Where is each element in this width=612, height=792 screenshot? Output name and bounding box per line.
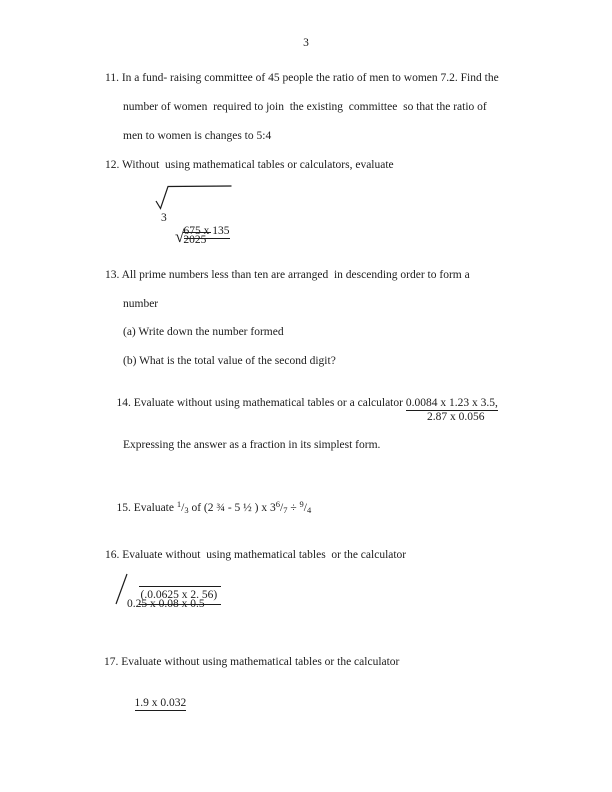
q12-numerator: 675 x 135	[183, 225, 230, 237]
q14-numerator: 0.0084 x 1.23 x 3.5,	[405, 397, 498, 409]
q16-numerator: (.0.0625 x 2. 56)	[139, 586, 222, 605]
q15-divide-sign: ÷	[287, 502, 300, 514]
page-number: 3	[303, 37, 309, 49]
q15-frac3-num: 9	[299, 499, 304, 509]
q15-frac1-num: 1	[176, 499, 182, 509]
q15-frac1-den: 3	[184, 504, 189, 515]
q14-note: Expressing the answer as a fraction in its simplest form.	[123, 439, 381, 451]
q12-denominator-root	[175, 227, 211, 246]
q11-line2: number of women required to join the existing committee so that the ratio of	[123, 101, 487, 113]
q14-denominator: 2.87 x 0.056	[427, 411, 485, 423]
q17-prompt: 17. Evaluate without using mathematical tables or the calculator	[104, 656, 400, 668]
q15-frac1-slash: /	[181, 502, 185, 514]
q15-frac2-num: 6	[275, 499, 281, 509]
q15-line	[105, 487, 311, 529]
q15-frac2-slash: /	[280, 502, 284, 514]
q15-frac2-den: 7	[283, 504, 288, 515]
q13-part-b: (b) What is the total value of the second digit?	[123, 355, 336, 367]
q12-prompt: 12. Without using mathematical tables or calculators, evaluate	[105, 159, 394, 171]
q11-line1: 11. In a fund- raising committee of 45 people the ratio of men to women 7.2. Find the	[105, 72, 499, 84]
q15-frac3-den: 4	[306, 504, 312, 515]
q12-denominator: 2025	[183, 232, 211, 246]
q14-prompt: 14. Evaluate without using mathematical tables or a calculator	[116, 397, 406, 409]
q17-expression: 1.9 x 0.032	[134, 697, 187, 709]
q15-frac3-slash: /	[303, 502, 307, 514]
q13-part-a: (a) Write down the number formed	[123, 326, 284, 338]
q13-line2: number	[123, 298, 159, 310]
q15-prefix: 15. Evaluate	[116, 502, 177, 514]
q16-denominator: 0.25 x 0.08 x 0.5	[127, 598, 205, 610]
q15-middle: of (2 ¾ - 5 ½ ) x 3	[188, 502, 276, 514]
q13-line1: 13. All prime numbers less than ten are arranged in descending order to form a	[105, 269, 470, 281]
q16-prompt: 16. Evaluate without using mathematical tables or the calculator	[105, 549, 407, 561]
square-root-icon: √	[175, 227, 185, 246]
q12-root-index: 3	[161, 212, 167, 224]
q11-line3: men to women is changes to 5:4	[123, 130, 272, 142]
